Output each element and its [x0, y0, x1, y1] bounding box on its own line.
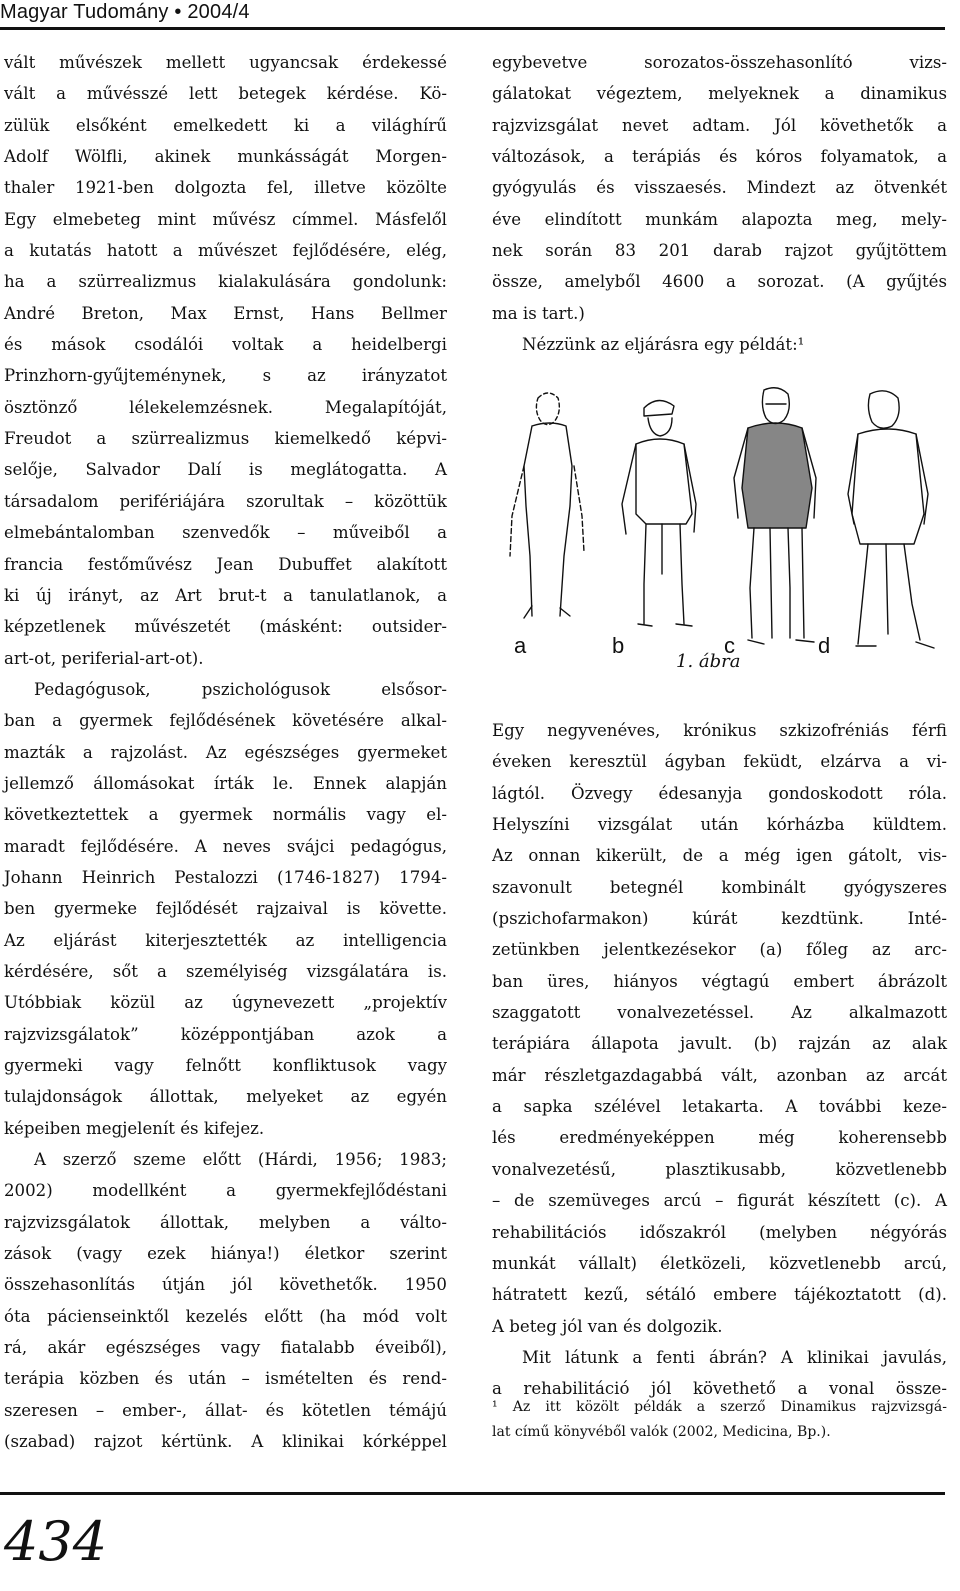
text-line: gálatokat végeztem, melyeknek a dinamikus [492, 84, 947, 104]
text-line: lés eredményeképpen még koherensebb [492, 1128, 947, 1148]
text-line: ösztönző lélekelemzésnek. Megalapítóját, [4, 397, 447, 417]
text-line: nek során 83 201 darab rajzot gyűjtöttem [492, 241, 947, 261]
text-line: Prinzhorn-gyűjteménynek, s az irányzatot [4, 366, 447, 386]
left-column [4, 47, 447, 1457]
text-line: a kutatás hatott a művészet fejlődésére, elég, [4, 241, 447, 261]
text-line: (szabad) rajzot kértünk. A klinikai kórképpel [4, 1432, 447, 1452]
text-line: egybevetve sorozatos-összehasonlító vizs- [492, 53, 947, 72]
figure-c-drawing [734, 388, 816, 644]
footnote-line: ¹ Az itt közölt példák a szerző Dinamikus rajzvizsgá- [492, 1399, 947, 1415]
top-rule [0, 27, 945, 30]
text-line: szeresen – ember-, állat- és kötetlen témájú [4, 1400, 447, 1420]
right-column-top [492, 47, 947, 360]
text-line: a sapka szélével letakarta. A további keze- [492, 1097, 947, 1117]
text-line: Johann Heinrich Pestalozzi (1746-1827) 1794- [4, 867, 447, 887]
text-line: terápia közben és után – ismételten és rend- [4, 1369, 447, 1389]
text-line: Nézzünk az eljárásra egy példát:¹ [522, 335, 805, 355]
text-line: ma is tart.) [492, 303, 585, 323]
right-column-bottom [492, 715, 947, 1405]
text-line: hátratett kezű, sétáló embere tájékoztatott (d). [492, 1285, 947, 1305]
text-line: Az eljárást kiterjesztették az intelligencia [4, 930, 447, 950]
text-line: A beteg jól van és dolgozik. [492, 1316, 723, 1336]
text-line: – de szemüveges arcú – figurát készített (c). A [492, 1191, 947, 1211]
text-line: terápiára állapota javult. (b) rajzán az alak [492, 1034, 947, 1054]
figure-label-c: c [724, 633, 735, 658]
text-line: André Breton, Max Ernst, Hans Bellmer [4, 303, 447, 323]
text-line: francia festőművész Jean Dubuffet alakított [4, 554, 447, 574]
footnote [492, 1395, 947, 1445]
text-line: zások (vagy ezek hiánya!) életkor szerint [4, 1244, 447, 1264]
text-line: rajzvizsgálatok” középpontjában azok a [4, 1024, 447, 1044]
text-line: Helyszíni vizsgálat után kórházba küldtem. [492, 815, 947, 835]
text-line: éve elindított munkám alapozta meg, mely- [492, 209, 947, 229]
text-line: rehabilitációs időszakról (melyben négyórás [492, 1222, 947, 1242]
text-line: éveken keresztül ágyban feküdt, elzárva a vi- [492, 752, 947, 772]
text-line: maradt fejlődésére. A neves svájci pedagógus, [4, 836, 447, 856]
text-line: és mások csodálói voltak a heidelbergi [4, 335, 447, 355]
text-line: óta pácienseinktől kezelés előtt (ha mód volt [4, 1306, 447, 1326]
text-line: ban üres, hiányos végtagú embert ábrázolt [492, 971, 947, 991]
text-line: mazták a rajzolást. Az egészséges gyermeket [4, 742, 447, 762]
text-line: elmebántalomban szenvedők – műveiből a [4, 523, 447, 543]
text-line: szaggatott vonalvezetéssel. Az alkalmazott [492, 1003, 947, 1023]
text-line: A szerző szeme előtt (Hárdi, 1956; 1983; [34, 1150, 447, 1170]
footnote-line: lat című könyvéből valók (2002, Medicina, Bp.). [492, 1424, 831, 1440]
text-line: ha a szürrealizmus kialakulására gondolunk: [4, 272, 447, 292]
text-line: ki új irányt, az Art brut-t a tanulatlanok, a [4, 585, 447, 605]
figure-label-a: a [514, 633, 527, 658]
text-line: gyermeki vagy felnőtt konfliktusok vagy [4, 1056, 447, 1075]
text-line: Egy elmebeteg mint művész címmel. Másfelől [4, 209, 447, 229]
text-line: art-ot, periferial-art-ot). [4, 648, 204, 668]
text-line: a rehabilitáció jól követhető a vonal össze- [492, 1379, 947, 1399]
text-line: Freudot a szürrealizmus kiemelkedő képvi- [4, 429, 447, 449]
text-line: összehasonlítás útján jól követhetők. 1950 [4, 1275, 447, 1295]
text-line: ban a gyermek fejlődésének követésére alkal- [4, 711, 447, 731]
text-line: munkát vállalt) életközeli, közvetlenebb arcú, [492, 1253, 947, 1273]
journal-header: Magyar Tudomány • 2004/4 [0, 1, 250, 23]
text-line: szavonult betegnél kombinált gyógyszeres [492, 877, 947, 897]
text-line: (pszichofarmakon) kúrát kezdtünk. Inté- [492, 909, 947, 929]
text-line: változások, a terápiás és kóros folyamatok, a [492, 147, 947, 167]
figure-a-drawing [510, 393, 584, 618]
text-line: rajzvizsgálatok állottak, melyben a válto- [4, 1212, 447, 1232]
text-line: kérdésére, sőt a személyiség vizsgálatára is. [4, 961, 447, 981]
text-line: tulajdonságok állottak, melyeket az egyén [4, 1087, 447, 1107]
figure-caption: 1. ábra [676, 651, 741, 672]
text-line: rajzvizsgálat nevet adtam. Jól követhetők a [492, 115, 947, 135]
text-line: lágtól. Özvegy édesanyja gondoskodott róla. [492, 783, 947, 803]
figure-label-d: d [818, 633, 831, 658]
text-line: rá, akár egészséges vagy fiatalabb éveiből), [4, 1338, 447, 1358]
text-line: már részletgazdagabbá vált, azonban az arcát [492, 1065, 947, 1085]
text-line: következtettek a gyermek normális vagy el- [4, 805, 447, 825]
text-line: jellemző állomásokat írták le. Ennek alapján [4, 773, 447, 793]
figure-d-drawing [848, 391, 934, 648]
text-line: Adolf Wölfli, akinek munkásságát Morgen- [4, 147, 447, 167]
text-line: zülük elsőként emelkedett ki a világhírű [4, 115, 447, 135]
text-line: társadalom perifériájára szorultak – közöttük [4, 491, 447, 511]
text-line: 2002) modellként a gyermekfejlődéstani [4, 1181, 447, 1201]
text-line: selője, Salvador Dalí is meglátogatta. A [4, 460, 447, 480]
text-line: vonalvezetésű, plasztikusabb, közvetlenebb [492, 1159, 947, 1179]
figure-label-b: b [612, 633, 625, 658]
text-line: zetünkben jelentkezésekor (a) főleg az arc- [492, 940, 947, 960]
page-number: 434 [4, 1510, 108, 1573]
text-line: Mit látunk a fenti ábrán? A klinikai javulás, [522, 1347, 947, 1367]
text-line: képeiben megjelenít és kifejez. [4, 1118, 265, 1138]
text-line: Pedagógusok, pszichológusok elsősor- [34, 679, 447, 699]
text-line: Az onnan kikerült, de a még igen gátolt, vis- [492, 846, 947, 866]
text-line: vált a művésszé lett betegek kérdése. Kö- [4, 84, 447, 104]
text-line: képzetlenek művészetét (másként: outsider- [4, 617, 447, 637]
text-line: vált művészek mellett ugyancsak érdekessé [4, 53, 447, 72]
text-line: össze, amelyből 4600 a sorozat. (A gyűjtés [492, 272, 947, 292]
text-line: Egy negyvenéves, krónikus szkizofréniás férfi [492, 721, 947, 740]
text-line: thaler 1921-ben dolgozta fel, illetve közölte [4, 178, 447, 198]
text-line: Utóbbiak közül az úgynevezett „projektív [4, 993, 447, 1013]
text-line: ben gyermeke fejlődését rajzaival is követte. [4, 899, 447, 919]
figure-b-drawing [622, 400, 696, 626]
text-line: gyógyulás és visszaesés. Mindezt az ötvenkét [492, 178, 947, 198]
bottom-rule [0, 1492, 945, 1495]
